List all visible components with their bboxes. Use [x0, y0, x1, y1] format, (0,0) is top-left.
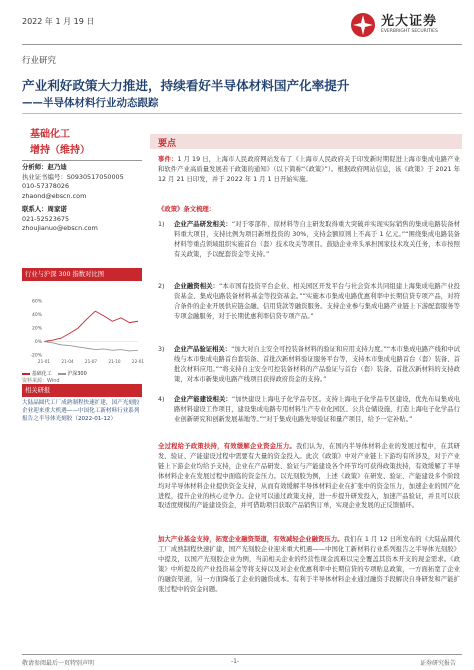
footer-label: 证券研究报告 [420, 660, 457, 667]
analysis2-lead: 加大产业基金支持，拓宽企业融资渠道，有效减轻企业融资压力。 [158, 536, 344, 543]
sector-rating: 增持（维持） [30, 145, 90, 156]
report-date: 2022 年 1 月 19 日 [22, 17, 95, 26]
sector-name: 基础化工 [30, 129, 70, 140]
x-tick-label: 21-10 [108, 359, 121, 364]
footer-divider [22, 654, 462, 655]
report-subtitle: ——半导体材料行业动态跟踪 [22, 97, 159, 109]
y-tick-label: 0% [34, 340, 42, 345]
y-tick-label: -20% [30, 353, 42, 359]
brand-logo [350, 10, 460, 40]
contact-block [22, 205, 142, 234]
policy-item [158, 395, 460, 425]
item-number: 1) [158, 221, 165, 228]
sidebar-divider [22, 160, 142, 161]
footer-disclaimer[interactable]: 敬请参阅最后一页特别声明 [22, 660, 95, 667]
item-number: 4) [158, 396, 165, 403]
report-category: 行业研究 [22, 56, 57, 66]
item-text: “加快建设上海电子化学品专区。支持上海电子化学品专区建设，优先布局集成电路材料建设工作项目，建设集成电路专用材料生产专业化园区、公共仓储设施，打造上海电子化学品行业创新研究和创新发展基地等。”“对于集成电路先导验证和量产项目，给予一定补贴。” [174, 396, 460, 423]
analysis2-text: 我们在 1 月 12 日所发布的《大陆晶圆代工厂成熟制程快速扩建，国产光刻胶企业迎来重大机遇——中国化工新材料行业系列报告之半导体光刻胶》中提及，以国产光刻胶企业为例，当前相关企业的经营性现金流难以完全覆盖其资本开支的现金需求。《政策》中所提及的产业投资基金等将支持以及对企业优惠利率中长期信贷的专项贴息政策，一方面拓宽了企业的融资渠道，另一方面降低了企业的融资成本。有利于半导体材料企业通过融资手段解决自身研发和产能扩张过程中的资金问题。 [158, 536, 460, 593]
analyst-block [22, 163, 142, 201]
report-title: 产业利好政策大力推进，持续看好半导体材料国产化率提升 [22, 78, 350, 93]
chart-legend [22, 370, 142, 377]
chart-box-title: 行业与沪深 300 指数对比图 [22, 268, 142, 281]
item-number: 2) [158, 283, 165, 290]
event-label: 事件： [158, 156, 178, 163]
event-text: 1 月 19 日，上海市人民政府网站发布了《上海市人民政府关于印发新时期促进上海市集成电路产业和软件产业高质量发展若干政策的通知》（以下简称“《政策》”）。根据政府网站信息，该《政策》于 2021 年 12 月 21 日印发，并于 2022 年 1 月 1 日开始实施。 [158, 156, 460, 183]
logo-name-cn: 光大证券 [381, 14, 438, 30]
item-number: 3) [158, 346, 165, 353]
policy-item [158, 220, 460, 260]
item-text: “对于零部件、原材料等自主研发取得重大突破并实现实际销售的集成电路装备材料重大项目，支持比例为项目新增投资的 30%，支持金额原则上不高于 1 亿元。”“围绕集成电路装备材料等重点领域组织实施首台（套）技术攻关等项目。鼓励企业牵头承担国家技术攻关任务，本市按照有关政策，予以配套资金等支持。” [174, 221, 460, 258]
policy-item [158, 345, 460, 385]
logo-name-en: EVERBRIGHT SECURITIES [381, 29, 438, 35]
analysis-paragraph-1 [158, 442, 460, 511]
series-line-sector [44, 311, 138, 341]
analyst-name: 分析师：赵乃迪 [22, 163, 67, 171]
related-reports-title: 相关研报 [22, 384, 142, 397]
contact-email[interactable]: zhoujianuo@ebscn.com [22, 224, 98, 233]
chart-source: 资料来源：Wind [22, 378, 60, 384]
analyst-phone: 010-57378026 [22, 182, 70, 191]
y-tick-label: 40% [31, 313, 42, 318]
legend-item-sector: 基础化工 [22, 370, 52, 377]
related-report-link[interactable]: 大陆晶圆代工厂成熟制程快速扩建，国产光刻胶企业迎来重大机遇——中国化工新材料行业系列报告之半导体光刻胶（2022-01-12） [22, 400, 140, 423]
item-lead: 企业产品验证相关： [174, 346, 232, 353]
x-tick-label: 22-01 [131, 359, 145, 364]
index-comparison-chart [22, 297, 145, 367]
y-tick-label: 60% [31, 299, 42, 305]
x-tick-label: 21-04 [61, 359, 74, 364]
key-points-label: 要点 [158, 139, 177, 149]
header-divider [22, 44, 462, 45]
legend-item-csi300: 沪深300 [58, 370, 87, 377]
everbright-logo-icon [350, 12, 376, 38]
x-tick-label: 21-07 [84, 359, 98, 364]
policy-item [158, 282, 460, 322]
item-lead: 企业产能建设相关： [174, 396, 232, 403]
item-text: “本市国有投资平台企业、相关园区开发平台与社会资本共同组建上海集成电路产业投资基金、集成电路装备材料基金等投资基金。”“实施本市集成电路优惠利率中长期信贷专项产品，对符合条件的企业开展供应链金融、信用贷款等融资服务。支持企业参与集成电路产业链上下游配套服务等专项金融服务，对于长期优惠利率信贷专项产品。” [174, 283, 460, 320]
policy-heading: 《政策》条文梳理： [158, 206, 216, 213]
contact-phone: 021-52523675 [22, 214, 70, 223]
analyst-email[interactable]: zhaond@ebscn.com [22, 191, 87, 200]
y-tick-label: 20% [31, 326, 42, 332]
key-points-bar [150, 134, 462, 149]
analyst-cert: 执业证书编号：S0930517050005 [22, 172, 124, 181]
series-line-csi300 [44, 342, 138, 351]
title-divider [22, 113, 462, 114]
page-number: -1- [231, 658, 240, 665]
contact-name: 联系人：周家诺 [22, 205, 67, 213]
event-paragraph [158, 155, 460, 185]
analysis1-text: 我们认为，在国内半导体材料企业的发展过程中，在其研发、验证、产能建设过程中需要有大量的资金投入。此次《政策》中对产业链上下游均有所涉及，对于产业链上下游企业均给予支持，企业在产品研发、验证与产能建设各个环节均可获得政策扶持，有效缓解了半导体材料企业在发展过程中面临的资金压力。以光刻胶为例，上述《政策》在研发、验证、产能建设多个阶段均对半导体材料企业提供资金支持，从而有效缓解半导体材料企业在扩张中的资金压力，加速企业的国产化进程，提升企业的核心竞争力。企业可以通过政策支持，进一步提升研发投入，加速产品验证，并且可以获取适度规模的产能建设资金，并可借助项目获取产品销售订单，实现企业发展的正反馈循环。 [158, 443, 460, 510]
item-lead: 企业融资相关： [174, 283, 219, 290]
analysis-paragraph-2 [158, 535, 460, 594]
x-tick-label: 21-01 [37, 359, 51, 364]
item-lead: 企业产品研发相关： [174, 221, 232, 228]
item-text: “加大对自主安全可控装备材料的验证和应用支持力度。”“本市集成电路产线和中试线与本市集成电路首台套装备、首批次新材料验证服务平台等，支持本市集成电路首台（套）装备、首批次材料应用。”“将支持自主安全可控装备材料的产品验证与首台（套）装备、首批次新材料的支持政策，对本市新集成电路产线项目获得政府资金的支持。” [174, 346, 460, 383]
analysis1-lead: 全过程给予政策扶持，有效缓解企业资金压力。 [158, 443, 296, 450]
